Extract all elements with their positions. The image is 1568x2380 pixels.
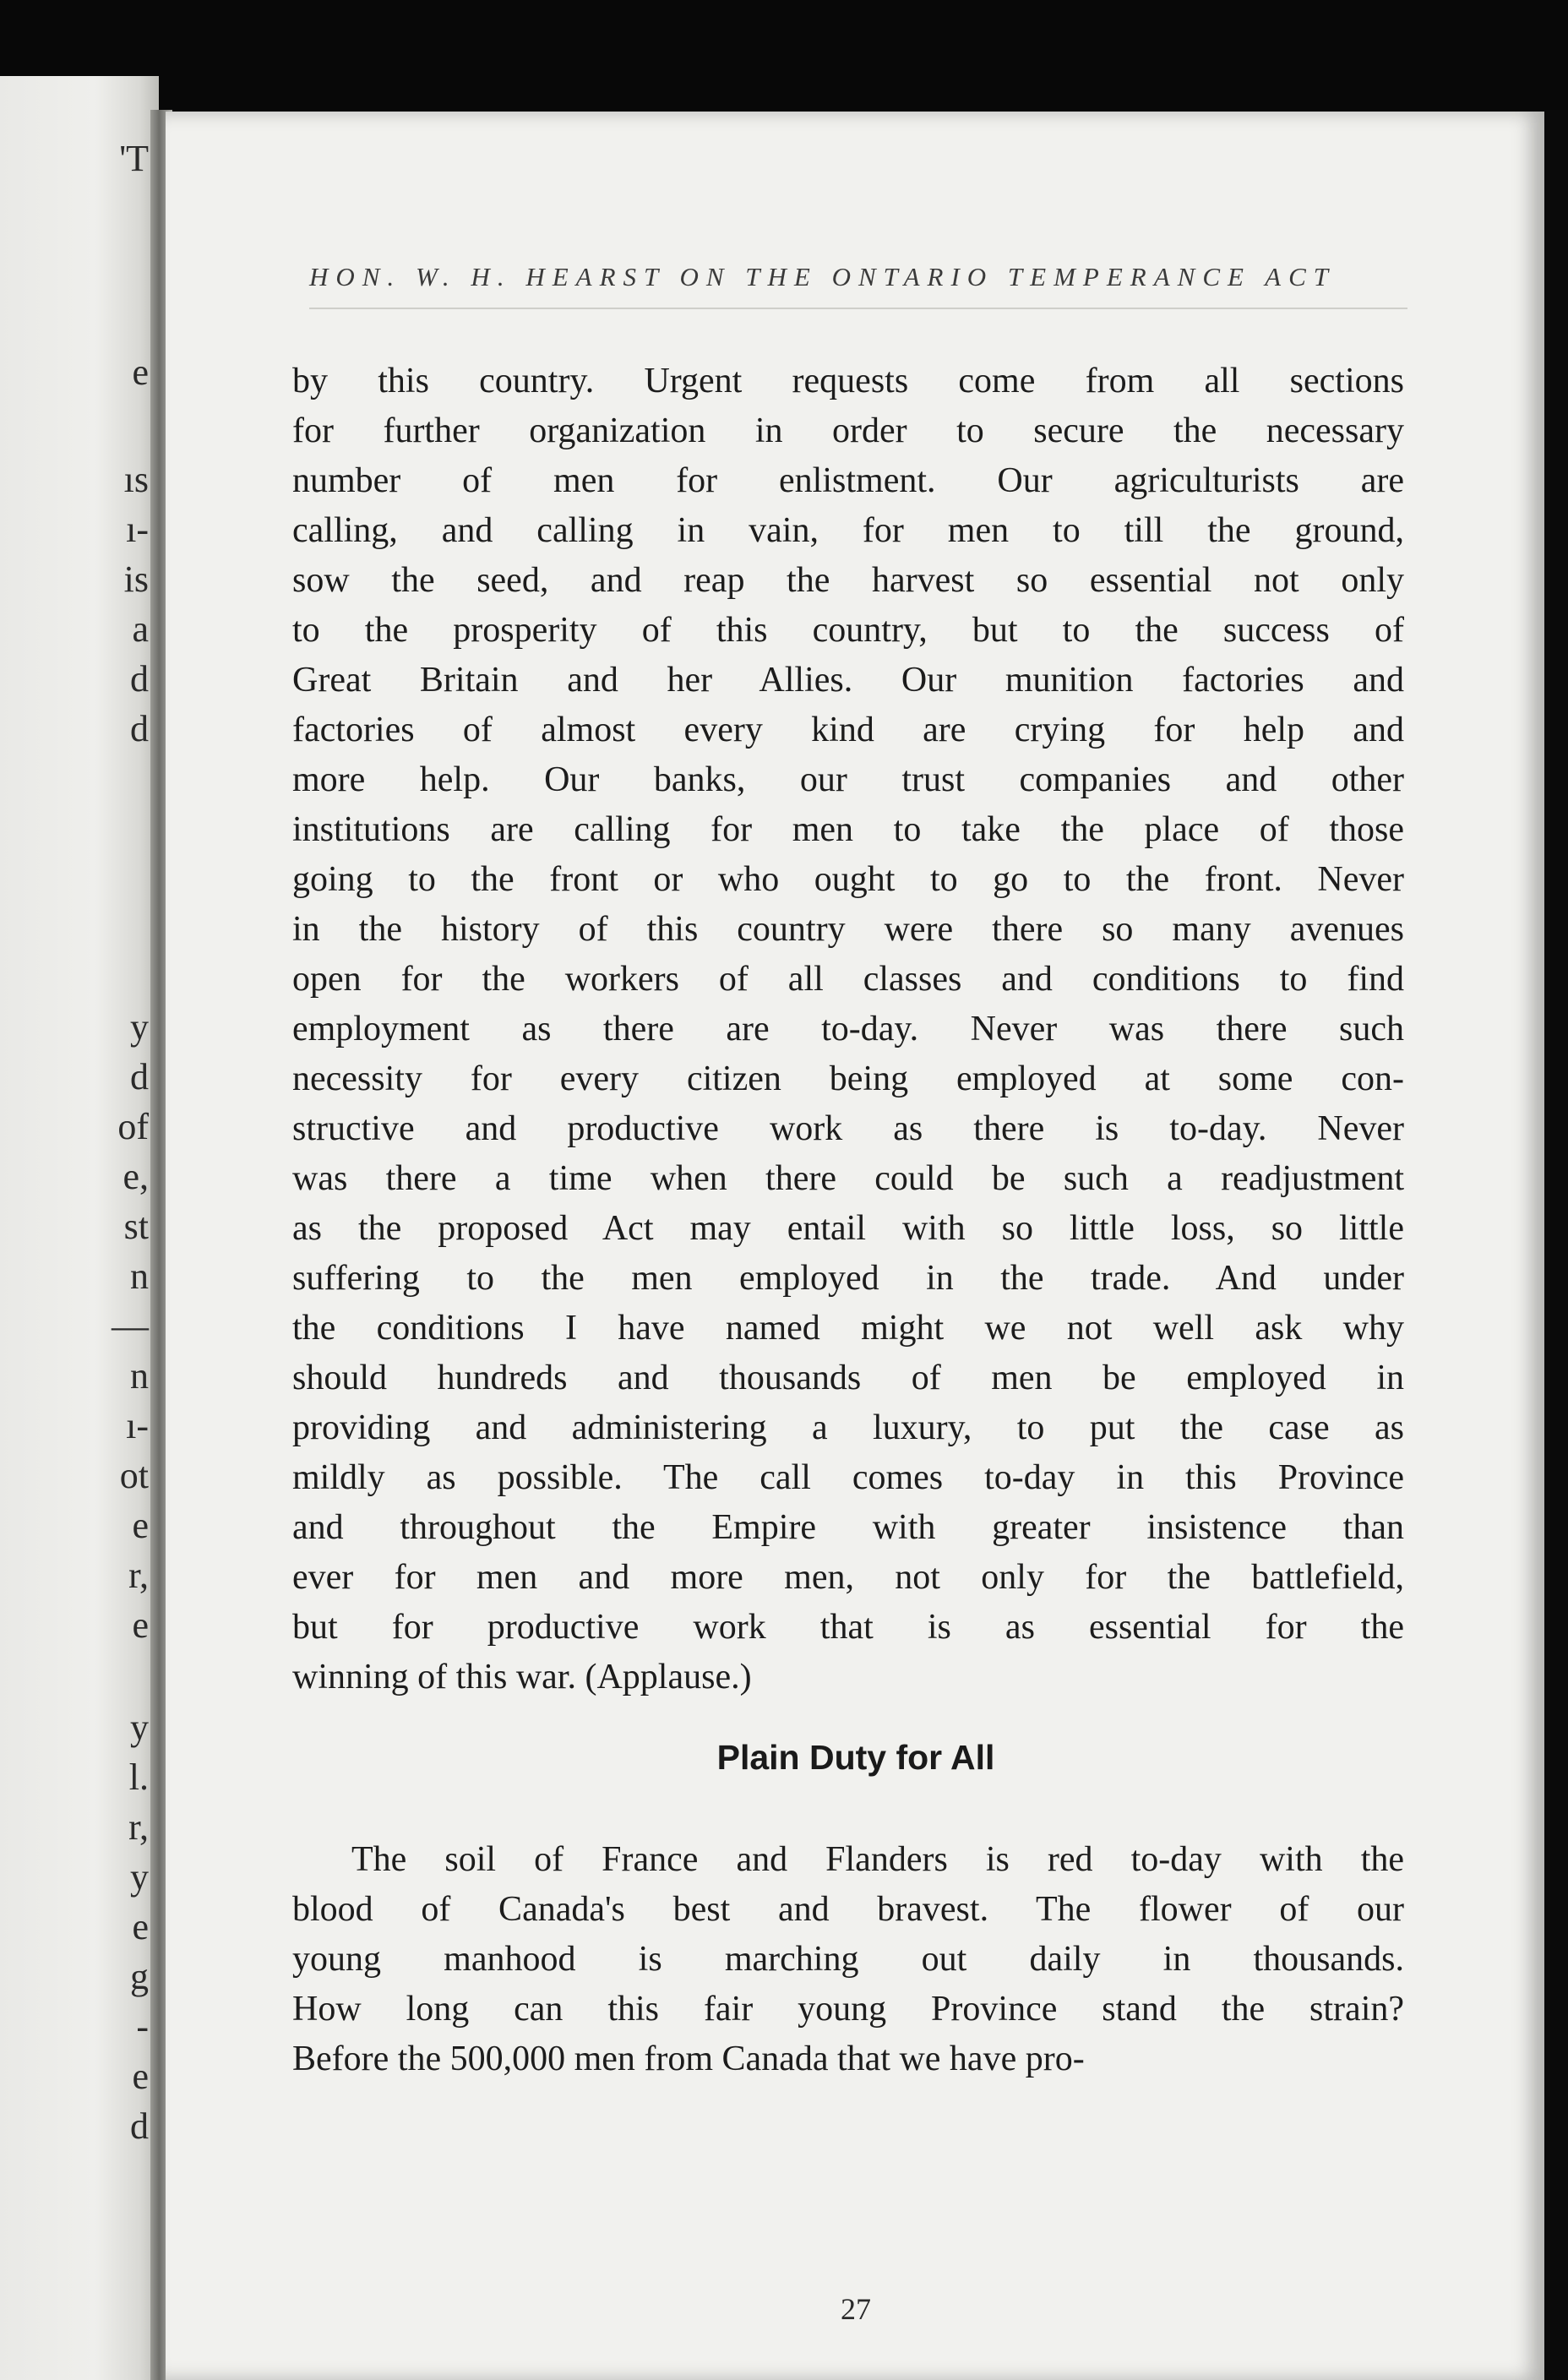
facing-page-fragment: ot	[119, 1455, 149, 1496]
header-rule	[309, 308, 1407, 309]
facing-page-fragment: d	[130, 708, 149, 749]
text-line: but for productive work that is as essential for the	[292, 1608, 1404, 1647]
text-line: to the prosperity of this country, but to the success of	[292, 611, 1404, 650]
section-heading: Plain Duty for All	[716, 1738, 995, 1777]
text-line: as the proposed Act may entail with so little loss, so little	[292, 1209, 1404, 1248]
book-page	[166, 112, 1546, 2380]
text-line: How long can this fair young Province stand the strain?	[292, 1990, 1404, 2029]
running-head: HON. W. H. HEARST ON THE ONTARIO TEMPERANCE ACT	[309, 262, 1336, 291]
facing-page-fragment: e	[132, 1604, 149, 1646]
facing-page-fragment: e	[132, 2056, 149, 2097]
facing-page-fragment: st	[123, 1206, 149, 1247]
text-line: institutions are calling for men to take the place of those	[292, 810, 1404, 849]
text-line: and throughout the Empire with greater insistence than	[292, 1508, 1404, 1547]
facing-page-fragment: e	[132, 351, 149, 393]
film-border-right	[1544, 110, 1568, 2380]
text-line: The soil of France and Flanders is red to-day with the	[351, 1840, 1404, 1879]
text-line: calling, and calling in vain, for men to till the ground,	[292, 511, 1404, 550]
facing-page-fragment: e	[132, 1505, 149, 1546]
text-line: Before the 500,000 men from Canada that we have pro-	[292, 2040, 1085, 2078]
text-line: structive and productive work as there is to-day. Never	[292, 1109, 1404, 1148]
text-line: ever for men and more men, not only for the battlefield,	[292, 1558, 1404, 1597]
facing-page-fragment: —	[112, 1305, 149, 1347]
facing-page-fragment: of	[117, 1106, 149, 1147]
text-line: going to the front or who ought to go to the front. Never	[292, 860, 1404, 899]
text-line: employment as there are to-day. Never was there such	[292, 1010, 1404, 1048]
text-line: for further organization in order to secure the necessary	[292, 411, 1404, 450]
text-line: should hundreds and thousands of men be employed in	[292, 1359, 1404, 1397]
text-line: mildly as possible. The call comes to-day in this Province	[292, 1458, 1404, 1497]
facing-page-fragment: r,	[128, 1555, 149, 1596]
text-line: the conditions I have named might we not well ask why	[292, 1309, 1404, 1348]
facing-page-fragment: ı-	[126, 509, 149, 550]
text-line: by this country. Urgent requests come from all sections	[292, 362, 1404, 400]
facing-page-fragment: y	[130, 1707, 149, 1748]
body-paragraph	[292, 357, 1404, 1702]
facing-page-fragment: -	[136, 2006, 149, 2047]
facing-page-fragment: r,	[128, 1806, 149, 1848]
text-line: providing and administering a luxury, to put the case as	[292, 1408, 1404, 1447]
facing-page-fragment: e,	[122, 1156, 149, 1197]
text-line: sow the seed, and reap the harvest so essential not only	[292, 561, 1404, 600]
facing-page-fragment: y	[130, 1856, 149, 1898]
text-line: winning of this war. (Applause.)	[292, 1658, 752, 1696]
facing-page-fragment: d	[130, 2105, 149, 2147]
facing-page-fragment: d	[130, 1056, 149, 1097]
text-line: Great Britain and her Allies. Our munition factories and	[292, 661, 1404, 700]
facing-page-fragment: d	[130, 658, 149, 700]
facing-page-fragment: n	[130, 1255, 149, 1297]
facing-page-fragment: 'T	[119, 138, 149, 179]
text-line: suffering to the men employed in the trade. And under	[292, 1259, 1404, 1298]
facing-page-fragment: e	[132, 1906, 149, 1947]
text-line: more help. Our banks, our trust companies and other	[292, 760, 1404, 799]
facing-page-fragment: y	[130, 1006, 149, 1048]
text-line: was there a time when there could be such a readjustment	[292, 1159, 1404, 1198]
facing-page-fragment: ı-	[126, 1405, 149, 1446]
facing-page-fragment: a	[132, 608, 149, 650]
text-line: number of men for enlistment. Our agriculturists are	[292, 461, 1404, 500]
facing-page-fragment: l.	[128, 1756, 149, 1798]
film-border-top	[0, 0, 1568, 110]
facing-page-fragment: is	[123, 558, 149, 600]
page-number: 27	[841, 2292, 871, 2326]
text-line: open for the workers of all classes and conditions to find	[292, 960, 1404, 999]
text-line: factories of almost every kind are crying for help and	[292, 711, 1404, 749]
facing-page-fragment: g	[130, 1956, 149, 1997]
facing-page-fragment: ıs	[123, 459, 149, 500]
text-line: necessity for every citizen being employed at some con-	[292, 1059, 1404, 1098]
text-line: young manhood is marching out daily in thousands.	[292, 1940, 1404, 1979]
facing-page-fragment: n	[130, 1355, 149, 1397]
text-line: blood of Canada's best and bravest. The flower of our	[292, 1890, 1404, 1929]
text-line: in the history of this country were there so many avenues	[292, 910, 1404, 949]
facing-page-edge	[0, 76, 159, 2380]
body-paragraph	[292, 1835, 1404, 2084]
